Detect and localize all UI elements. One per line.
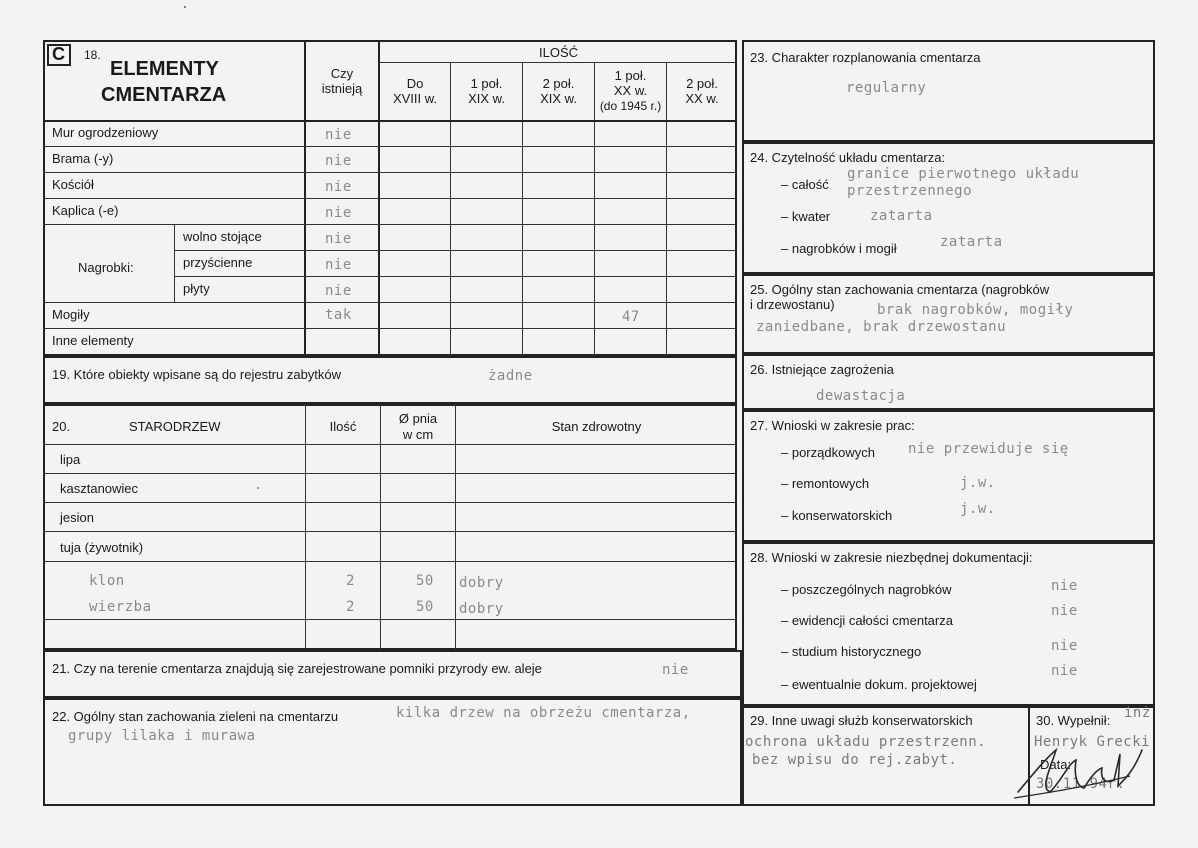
s18-vline-nagrobki	[174, 224, 175, 302]
section-27-label: 27. Wnioski w zakresie prac:	[750, 418, 915, 433]
section-29-label: 29. Inne uwagi służb konserwatorskich	[750, 713, 973, 728]
s18-vline-6	[666, 62, 667, 356]
s20-row-lipa: lipa	[60, 452, 81, 467]
s20-vline-1	[305, 404, 306, 650]
dust-mark	[184, 6, 186, 8]
section-23-value: regularny	[846, 80, 927, 96]
section-27-item-1: – porządkowych	[781, 445, 875, 460]
s20-wierzba-state: dobry	[459, 601, 504, 617]
s20-col-ilosc: Ilość	[329, 419, 357, 434]
s20-col-pnia-1: Ø pnia	[398, 411, 438, 426]
s20-wierzba-count: 2	[346, 599, 355, 615]
section-24-kwater: – kwater	[781, 209, 831, 224]
row-mogily-value: tak	[325, 307, 352, 323]
s20-hline-r1	[43, 473, 737, 474]
s18-hline-r7	[43, 302, 737, 303]
s20-col-stan: Stan zdrowotny	[551, 419, 642, 434]
row-wolno-label: wolno stojące	[183, 229, 262, 244]
s18-hline-r5	[174, 250, 737, 251]
period-4-c: (do 1945 r.)	[599, 99, 662, 113]
section-19-value: żadne	[488, 368, 533, 384]
period-4-b: XX w.	[613, 83, 648, 98]
section-24-nagrobkow-value: zatarta	[940, 234, 1003, 250]
s18-hline-r3	[43, 198, 737, 199]
row-mur-value: nie	[325, 127, 352, 143]
section-22-label: 22. Ogólny stan zachowania zieleni na cmentarzu	[52, 709, 339, 724]
section-30-label: 30. Wypełnił:	[1036, 713, 1111, 728]
s20-klon-name: klon	[89, 573, 125, 589]
section-30-title-value: inż	[1124, 705, 1151, 721]
s20-wierzba-name: wierzba	[89, 599, 152, 615]
section-18-title-1: ELEMENTY	[110, 58, 219, 80]
s20-klon-count: 2	[346, 573, 355, 589]
section-25-value-2: zaniedbane, brak drzewostanu	[756, 319, 1007, 335]
row-przyscienne-label: przyścienne	[183, 255, 253, 270]
s18-hline-r4	[43, 224, 737, 225]
s18-hline-header	[43, 120, 737, 122]
s20-vline-3	[455, 404, 456, 650]
row-brama-label: Brama (-y)	[52, 151, 114, 166]
section-28-item-2-value: nie	[1051, 603, 1078, 619]
s20-hline-r4	[43, 561, 737, 562]
section-25-value-1: brak nagrobków, mogiły	[877, 302, 1074, 318]
section-28-item-3-value: nie	[1051, 638, 1078, 654]
s20-hline-r2	[43, 502, 737, 503]
section-18-number: 18.	[84, 48, 101, 62]
section-27-item-3-value: j.w.	[960, 501, 996, 517]
period-3-b: XIX w.	[540, 91, 577, 106]
row-mur-label: Mur ogrodzeniowy	[52, 125, 159, 140]
section-27-item-1-value: nie przewiduje się	[908, 441, 1069, 457]
s20-row-tuja: tuja (żywotnik)	[60, 540, 144, 555]
section-28-item-1-value: nie	[1051, 578, 1078, 594]
section-20-title: STARODRZEW	[129, 419, 221, 434]
row-inne-label: Inne elementy	[52, 333, 134, 348]
period-2-b: XIX w.	[468, 91, 505, 106]
row-kaplica-value: nie	[325, 205, 352, 221]
row-kosciol-label: Kościół	[52, 177, 94, 192]
s20-klon-state: dobry	[459, 575, 504, 591]
row-plyty-label: płyty	[183, 281, 210, 296]
section-30-date-value: 30.11.94r.	[1036, 776, 1126, 792]
section-30-date-label: Data:	[1040, 757, 1072, 772]
section-24-calosc-value-1: granice pierwotnego układu	[847, 166, 1080, 182]
section-29-value-2: bez wpisu do rej.zabyt.	[752, 752, 958, 768]
s20-col-pnia-2: w cm	[402, 427, 434, 442]
ilosc-header: ILOŚĆ	[538, 45, 578, 60]
row-plyty-value: nie	[325, 283, 352, 299]
period-2-a: 1 poł.	[470, 76, 503, 91]
period-4-a: 1 poł.	[614, 68, 647, 83]
section-26-value: dewastacja	[816, 388, 906, 404]
section-28-item-4: – ewentualnie dokum. projektowej	[781, 677, 977, 692]
section-29-value-1: ochrona układu przestrzenn.	[745, 734, 987, 750]
section-21-value: nie	[662, 662, 689, 678]
section-28-item-3: – studium historycznego	[781, 644, 922, 659]
section-24-kwater-value: zatarta	[870, 208, 933, 224]
row-mogily-count: 47	[622, 309, 640, 325]
section-24-calosc: – całość	[781, 177, 829, 192]
section-18-title-2: CMENTARZA	[101, 84, 227, 106]
period-5-a: 2 poł.	[686, 76, 718, 91]
s18-hline-r6	[174, 276, 737, 277]
section-26-label: 26. Istniejące zagrożenia	[750, 362, 894, 377]
section-27-item-2-value: j.w.	[960, 475, 996, 491]
section-28-item-1: – poszczególnych nagrobków	[781, 582, 952, 597]
section-24-nagrobkow: – nagrobków i mogił	[781, 241, 897, 256]
section-22-value-2: grupy lilaka i murawa	[68, 728, 256, 744]
row-wolno-value: nie	[325, 231, 352, 247]
s20-klon-diameter: 50	[416, 573, 434, 589]
section-24-calosc-value-2: przestrzennego	[847, 183, 973, 199]
s20-row-kasztanowiec: kasztanowiec	[60, 481, 139, 496]
section-23-label: 23. Charakter rozplanowania cmentarza	[750, 50, 981, 65]
section-28-item-2: – ewidencji całości cmentarza	[781, 613, 953, 628]
row-kaplica-label: Kaplica (-e)	[52, 203, 119, 218]
period-1-b: XVIII w.	[392, 91, 438, 106]
section-28-item-4-value: nie	[1051, 663, 1078, 679]
period-1-a: Do	[406, 76, 424, 91]
row-mogily-label: Mogiły	[52, 307, 90, 322]
section-27-item-3: – konserwatorskich	[781, 508, 893, 523]
card-letter: C	[52, 44, 65, 64]
section-28-label: 28. Wnioski w zakresie niezbędnej dokumentacji:	[750, 550, 1033, 565]
s20-hline-r3	[43, 531, 737, 532]
section-22-value-1: kilka drzew na obrzeżu cmentarza,	[396, 705, 691, 721]
s18-hline-ilosc	[378, 62, 737, 63]
s18-hline-r1	[43, 146, 737, 147]
section-25-label-1: 25. Ogólny stan zachowania cmentarza (nagrobków	[750, 282, 1050, 297]
nagrobki-label: Nagrobki:	[78, 260, 134, 275]
s18-vline-3	[450, 62, 451, 356]
row-kosciol-value: nie	[325, 179, 352, 195]
s20-hline-header	[43, 444, 737, 445]
row-przyscienne-value: nie	[325, 257, 352, 273]
period-3-a: 2 poł.	[542, 76, 575, 91]
s20-hline-r5	[43, 619, 737, 620]
s18-vline-4	[522, 62, 523, 356]
section-19-label: 19. Które obiekty wpisane są do rejestru zabytków	[52, 367, 342, 382]
czy-istnieja-2: istnieją	[321, 81, 363, 96]
s20-row-jesion: jesion	[60, 510, 94, 525]
period-5-b: XX w.	[685, 91, 719, 106]
s20-wierzba-diameter: 50	[416, 599, 434, 615]
signature	[1010, 730, 1160, 810]
section-27-item-2: – remontowych	[781, 476, 870, 491]
section-20-number: 20.	[52, 419, 71, 434]
row-brama-value: nie	[325, 153, 352, 169]
section-21-label: 21. Czy na terenie cmentarza znajdują się zarejestrowane pomniki przyrody ew. aleje	[52, 661, 542, 676]
section-24-label: 24. Czytelność układu cmentarza:	[750, 150, 946, 165]
section-25-label-2: i drzewostanu)	[750, 297, 835, 312]
s18-hline-r2	[43, 172, 737, 173]
dust-mark	[257, 487, 259, 489]
s18-hline-r8	[43, 328, 737, 329]
section-30-name-value: Henryk Grecki	[1034, 734, 1151, 750]
czy-istnieja-1: Czy	[330, 66, 354, 81]
